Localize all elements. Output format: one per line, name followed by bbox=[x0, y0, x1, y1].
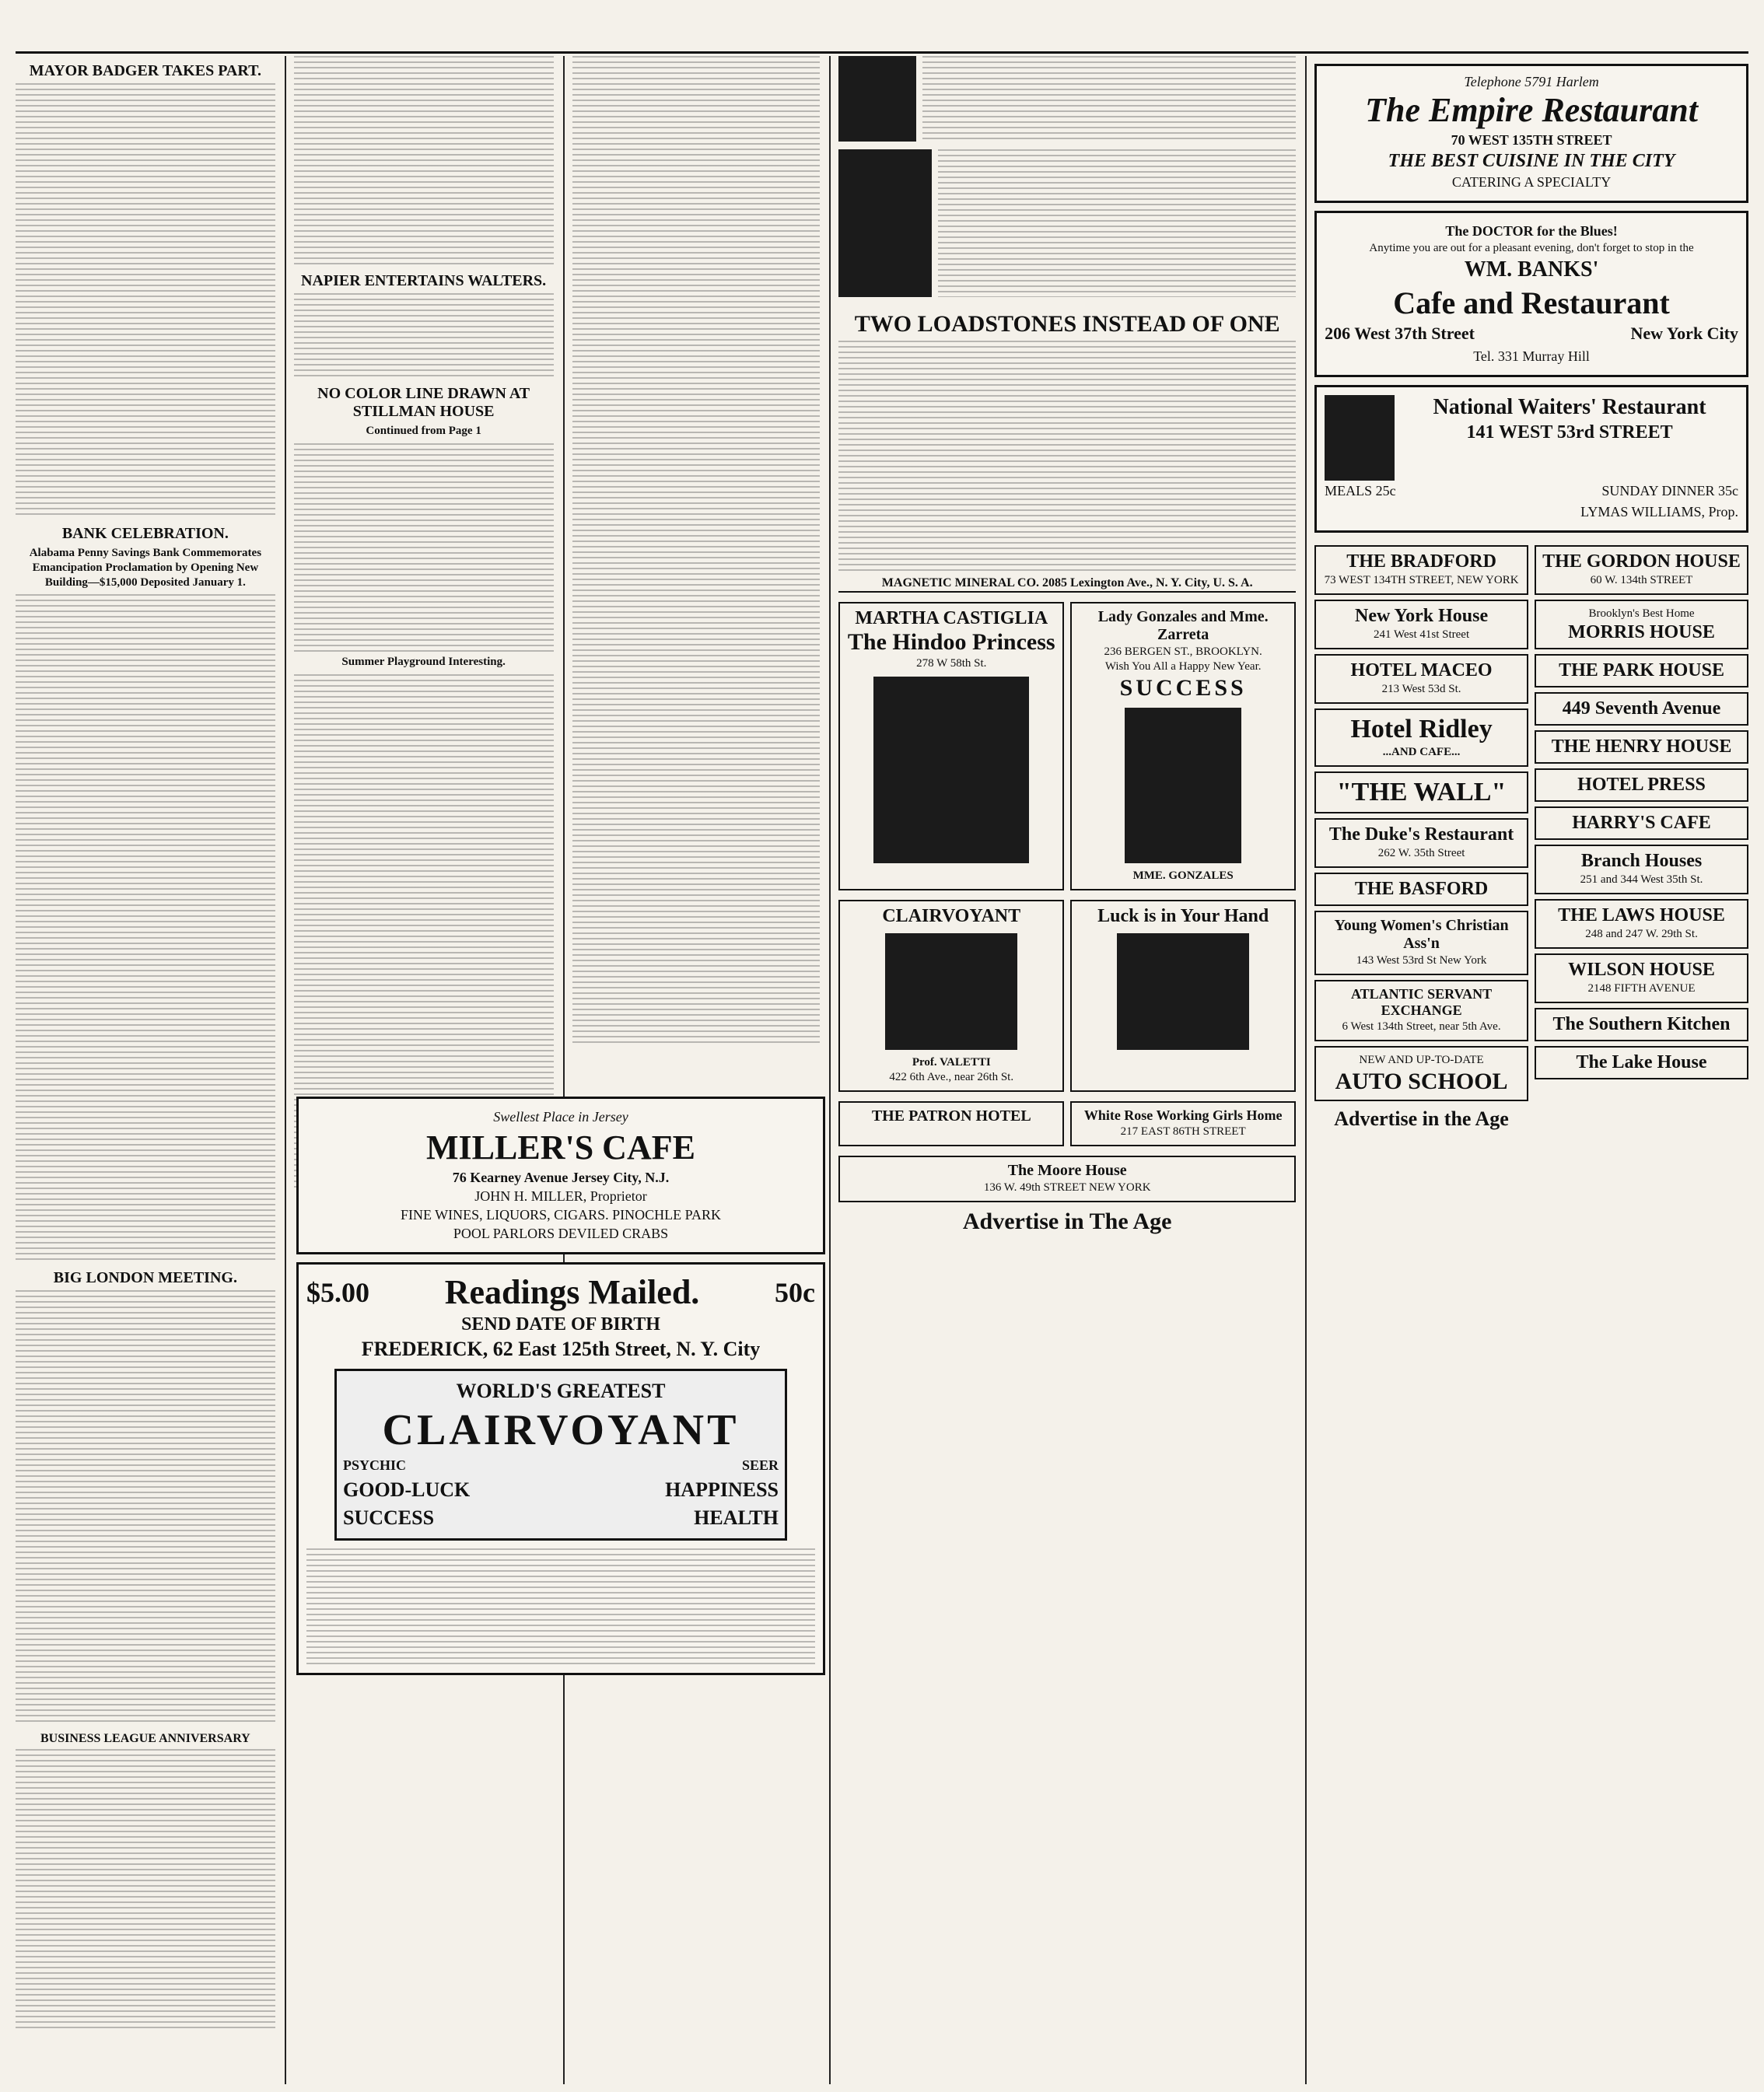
luck-title: Luck is in Your Hand bbox=[1097, 906, 1269, 926]
loadstones-headline: TWO LOADSTONES INSTEAD OF ONE bbox=[854, 311, 1280, 337]
seventh-name: 449 Seventh Avenue bbox=[1562, 698, 1721, 719]
atlantic-ad bbox=[1314, 980, 1528, 1041]
happiness-label: HAPPINESS bbox=[665, 1478, 779, 1501]
atlantic-name: ATLANTIC SERVANT EXCHANGE bbox=[1350, 986, 1493, 1018]
miller-items2: POOL PARLORS DEVILED CRABS bbox=[453, 1226, 669, 1241]
ridley-name: Hotel Ridley bbox=[1350, 715, 1493, 743]
basford-name: THE BASFORD bbox=[1354, 879, 1489, 899]
auto-tag: NEW AND UP-TO-DATE bbox=[1359, 1054, 1484, 1066]
waiters-prop: LYMAS WILLIAMS, Prop. bbox=[1580, 504, 1738, 520]
miller-ad bbox=[296, 1097, 825, 1254]
headline-mayor: MAYOR BADGER TAKES PART. bbox=[29, 62, 261, 79]
readings-send: SEND DATE OF BIRTH bbox=[461, 1314, 660, 1335]
readings-head bbox=[306, 1272, 815, 1312]
advertise-age-2: Advertise in the Age bbox=[1334, 1107, 1509, 1130]
bradford-ad bbox=[1314, 545, 1528, 595]
park-name: THE PARK HOUSE bbox=[1559, 660, 1724, 680]
henry-name: THE HENRY HOUSE bbox=[1551, 736, 1732, 757]
empire-ad bbox=[1314, 64, 1748, 203]
southern-name: The Southern Kitchen bbox=[1552, 1014, 1731, 1034]
ads-row-2 bbox=[838, 895, 1296, 1097]
letter-text bbox=[922, 56, 1296, 142]
readings-price-right: 50c bbox=[775, 1276, 815, 1308]
headline-league: BUSINESS LEAGUE ANNIVERSARY bbox=[40, 1732, 250, 1746]
ywca-addr: 143 West 53rd St New York bbox=[1356, 954, 1487, 967]
laws-ad bbox=[1535, 899, 1748, 949]
gordon-addr: 60 W. 134th STREET bbox=[1590, 574, 1693, 586]
martha-name: MARTHA CASTIGLIA bbox=[855, 608, 1048, 628]
banks-owner: WM. BANKS' bbox=[1464, 257, 1599, 282]
article-text bbox=[16, 594, 275, 1263]
banks-ad bbox=[1314, 211, 1748, 377]
column-1 bbox=[16, 56, 275, 2084]
clairvoyant-ad bbox=[838, 900, 1064, 1092]
morris-tag: Brooklyn's Best Home bbox=[1588, 607, 1695, 620]
henry-ad bbox=[1535, 730, 1748, 764]
nyhouse-name: New York House bbox=[1355, 606, 1489, 626]
park-ad bbox=[1535, 654, 1748, 687]
clairvoyant-word: CLAIRVOYANT bbox=[382, 1406, 740, 1454]
article-text bbox=[294, 443, 554, 653]
ywca-name: Young Women's Christian Ass'n bbox=[1334, 917, 1509, 952]
presb-name: HOTEL PRESS bbox=[1577, 775, 1706, 795]
worlds-greatest: WORLD'S GREATEST bbox=[456, 1380, 666, 1402]
maceo-ad bbox=[1314, 654, 1528, 704]
luck-label: GOOD-LUCK bbox=[343, 1478, 471, 1501]
advertise-age-1: Advertise in The Age bbox=[962, 1209, 1172, 1234]
health-label: HEALTH bbox=[694, 1506, 779, 1529]
waiters-row bbox=[1325, 395, 1738, 481]
waiters-meals: MEALS 25c bbox=[1325, 483, 1396, 499]
continued-note: Continued from Page 1 bbox=[366, 425, 481, 437]
basford-ad bbox=[1314, 873, 1528, 906]
whiterose-addr: 217 EAST 86TH STREET bbox=[1120, 1125, 1246, 1138]
subhead-summer: Summer Playground Interesting. bbox=[341, 655, 506, 668]
morris-name: MORRIS HOUSE bbox=[1568, 622, 1715, 642]
banks-addr-row bbox=[1325, 321, 1738, 346]
article-text bbox=[572, 56, 821, 1044]
moore-ad bbox=[838, 1156, 1296, 1202]
gordon-ad bbox=[1535, 545, 1748, 595]
readings-title: Readings Mailed. bbox=[444, 1273, 700, 1311]
headline-london: BIG LONDON MEETING. bbox=[53, 1269, 237, 1287]
success-text: SUCCESS bbox=[1119, 675, 1247, 701]
woman-portrait-image bbox=[838, 149, 932, 297]
lake-name: The Lake House bbox=[1576, 1052, 1707, 1072]
banks-city: New York City bbox=[1630, 324, 1738, 343]
empire-name: The Empire Restaurant bbox=[1365, 91, 1698, 129]
listings bbox=[1314, 540, 1748, 1134]
gordon-name: THE GORDON HOUSE bbox=[1542, 551, 1741, 572]
wilson-ad bbox=[1535, 953, 1748, 1003]
wilson-name: WILSON HOUSE bbox=[1568, 960, 1715, 980]
martha-photo bbox=[873, 677, 1029, 863]
banks-line: Anytime you are out for a pleasant evening, don't forget to stop in the bbox=[1369, 242, 1694, 254]
empire-addr: 70 WEST 135TH STREET bbox=[1451, 132, 1612, 148]
readings-ad bbox=[296, 1262, 825, 1675]
bradford-addr: 73 WEST 134TH STREET, NEW YORK bbox=[1324, 574, 1519, 586]
banks-addr: 206 West 37th Street bbox=[1325, 324, 1475, 343]
article-text bbox=[16, 1290, 275, 1726]
valetti-addr: 422 6th Ave., near 26th St. bbox=[889, 1071, 1014, 1083]
atlantic-addr: 6 West 134th Street, near 5th Ave. bbox=[1342, 1020, 1501, 1033]
top-portrait-row bbox=[838, 56, 1296, 149]
clairvoyant-banner bbox=[334, 1369, 787, 1541]
portrait-image bbox=[838, 56, 916, 142]
harrys-ad bbox=[1535, 806, 1748, 840]
gonzales-photo bbox=[1125, 708, 1241, 863]
banner-row-3 bbox=[343, 1504, 779, 1532]
column-2 bbox=[285, 56, 554, 2084]
valetti-name: Prof. VALETTI bbox=[912, 1056, 991, 1069]
whiterose-title: White Rose Working Girls Home bbox=[1083, 1107, 1283, 1123]
banks-tag: The DOCTOR for the Blues! bbox=[1445, 223, 1618, 239]
loadstones-text bbox=[838, 341, 1296, 574]
branch-ad bbox=[1535, 845, 1748, 894]
empire-catering: CATERING A SPECIALTY bbox=[1451, 174, 1612, 190]
readings-text bbox=[306, 1548, 815, 1665]
southern-ad bbox=[1535, 1008, 1748, 1041]
moore-title: The Moore House bbox=[1007, 1162, 1127, 1179]
listings-right bbox=[1535, 540, 1748, 1134]
patron-title: THE PATRON HOTEL bbox=[871, 1107, 1031, 1125]
woman-portrait-row bbox=[838, 149, 1296, 305]
wall-ad bbox=[1314, 771, 1528, 813]
waiters-name: National Waiters' Restaurant bbox=[1433, 395, 1706, 419]
hand-image bbox=[1117, 933, 1249, 1050]
dukes-name: The Duke's Restaurant bbox=[1328, 824, 1514, 845]
empire-phone: Telephone 5791 Harlem bbox=[1464, 74, 1599, 89]
ywca-ad bbox=[1314, 911, 1528, 975]
wilson-addr: 2148 FIFTH AVENUE bbox=[1587, 982, 1696, 995]
banks-name: Cafe and Restaurant bbox=[1393, 285, 1670, 320]
morris-ad bbox=[1535, 600, 1748, 649]
column-4 bbox=[829, 56, 1296, 2084]
letter-text bbox=[938, 149, 1296, 297]
maceo-name: HOTEL MACEO bbox=[1350, 660, 1493, 680]
ads-row-1 bbox=[838, 597, 1296, 895]
waiters-photo bbox=[1325, 395, 1395, 481]
seer-label: SEER bbox=[741, 1457, 779, 1473]
gonzales-wish: Wish You All a Happy New Year. bbox=[1104, 660, 1262, 673]
gonzales-name: Lady Gonzales and Mme. Zarreta bbox=[1097, 608, 1269, 643]
ads-row-3 bbox=[838, 1097, 1296, 1151]
auto-name: AUTO SCHOOL bbox=[1335, 1069, 1508, 1094]
column-3 bbox=[563, 56, 821, 2084]
seventh-ad bbox=[1535, 692, 1748, 726]
magnetic-company: MAGNETIC MINERAL CO. 2085 Lexington Ave., N. Y. City, U. S. A. bbox=[838, 575, 1296, 593]
ridley-ad bbox=[1314, 708, 1528, 767]
waiters-sunday: SUNDAY DINNER 35c bbox=[1601, 483, 1738, 499]
wall-name: "THE WALL" bbox=[1336, 778, 1507, 806]
article-text bbox=[16, 83, 275, 519]
miller-prop: JOHN H. MILLER, Proprietor bbox=[474, 1188, 647, 1204]
bottom-ads bbox=[296, 1089, 825, 1683]
martha-ad bbox=[838, 602, 1064, 890]
lake-ad bbox=[1535, 1046, 1748, 1079]
laws-addr: 248 and 247 W. 29th St. bbox=[1585, 928, 1698, 940]
gonzales-addr: 236 BERGEN ST., BROOKLYN. bbox=[1104, 645, 1262, 658]
nyhouse-ad bbox=[1314, 600, 1528, 649]
banks-tel: Tel. 331 Murray Hill bbox=[1473, 348, 1590, 364]
branch-name: Branch Houses bbox=[1580, 851, 1703, 871]
listings-left bbox=[1314, 540, 1528, 1134]
banner-row-2 bbox=[343, 1476, 779, 1504]
nyhouse-addr: 241 West 41st Street bbox=[1374, 628, 1470, 641]
miller-tag: Swellest Place in Jersey bbox=[493, 1109, 628, 1125]
headline-bank: BANK CELEBRATION. bbox=[61, 525, 229, 542]
clairvoyant-photo bbox=[885, 933, 1017, 1050]
bradford-name: THE BRADFORD bbox=[1346, 551, 1496, 572]
columns bbox=[16, 56, 1748, 2084]
headline-nocolor: NO COLOR LINE DRAWN AT STILLMAN HOUSE bbox=[317, 385, 530, 420]
article-text bbox=[294, 56, 554, 266]
ridley-sub: ...AND CAFE... bbox=[1382, 746, 1461, 758]
readings-price-left: $5.00 bbox=[306, 1276, 369, 1308]
gonzales-ad bbox=[1070, 602, 1296, 890]
branch-addr: 251 and 344 West 35th St. bbox=[1580, 873, 1703, 886]
clairvoyant-title: CLAIRVOYANT bbox=[882, 906, 1021, 926]
article-text bbox=[294, 293, 554, 379]
patron-ad bbox=[838, 1101, 1064, 1146]
waiters-addr: 141 WEST 53rd STREET bbox=[1466, 422, 1673, 443]
martha-title: The Hindoo Princess bbox=[847, 629, 1055, 655]
miller-name: MILLER'S CAFE bbox=[426, 1128, 695, 1167]
subheadline-bank: Alabama Penny Savings Bank Commemorates Emancipation Proclamation by Opening New Building—$15,000 Deposited January 1. bbox=[29, 547, 262, 589]
success-label: SUCCESS bbox=[343, 1506, 435, 1529]
auto-ad bbox=[1314, 1046, 1528, 1101]
maceo-addr: 213 West 53d St. bbox=[1381, 683, 1461, 695]
harrys-name: HARRY'S CAFE bbox=[1572, 813, 1711, 833]
masthead bbox=[16, 16, 1748, 54]
article-text bbox=[16, 1749, 275, 2029]
banner-row-1 bbox=[343, 1455, 779, 1476]
moore-addr: 136 W. 49th STREET NEW YORK bbox=[983, 1181, 1151, 1194]
miller-items: FINE WINES, LIQUORS, CIGARS. PINOCHLE PARK bbox=[400, 1207, 722, 1223]
waiters-meals-row bbox=[1325, 481, 1738, 502]
whiterose-ad bbox=[1070, 1101, 1296, 1146]
dukes-ad bbox=[1314, 818, 1528, 868]
psychic-label: PSYCHIC bbox=[343, 1457, 407, 1473]
dukes-addr: 262 W. 35th Street bbox=[1377, 847, 1465, 859]
waiters-ad bbox=[1314, 385, 1748, 533]
empire-slogan: THE BEST CUISINE IN THE CITY bbox=[1388, 151, 1675, 171]
martha-addr: 278 W 58th St. bbox=[916, 657, 987, 670]
readings-addr: FREDERICK, 62 East 125th Street, N. Y. City bbox=[361, 1338, 761, 1360]
laws-name: THE LAWS HOUSE bbox=[1558, 905, 1725, 925]
column-5 bbox=[1305, 56, 1748, 2084]
miller-addr: 76 Kearney Avenue Jersey City, N.J. bbox=[452, 1170, 670, 1185]
headline-napier: NAPIER ENTERTAINS WALTERS. bbox=[301, 272, 547, 289]
luck-ad bbox=[1070, 900, 1296, 1092]
gonzales-footer: MME. GONZALES bbox=[1132, 869, 1234, 882]
presb-ad bbox=[1535, 768, 1748, 802]
